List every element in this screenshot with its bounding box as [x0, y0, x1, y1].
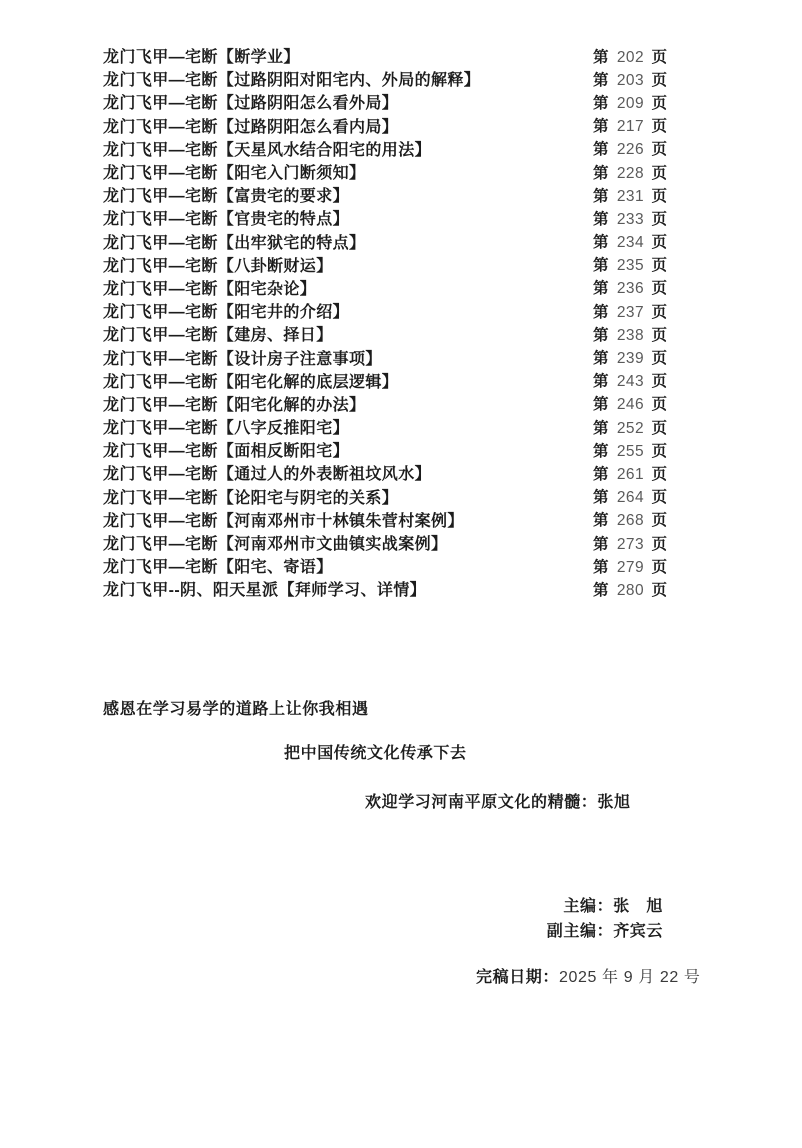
- toc-entry-page: [593, 439, 668, 461]
- toc-entry-page: [593, 369, 668, 391]
- toc-row: [103, 253, 668, 276]
- toc-row: [103, 554, 668, 577]
- page-prefix: 第: [593, 512, 615, 530]
- toc-entry-page: [593, 555, 668, 577]
- toc-row: [103, 485, 668, 508]
- toc-entry-page: [593, 68, 668, 90]
- toc-entry-title: 龙门飞甲—宅断【阳宅化解的办法】: [103, 396, 366, 414]
- toc-entry-page: [593, 346, 668, 368]
- date-label: 完稿日期：: [476, 969, 560, 986]
- page-number: 236: [616, 280, 645, 298]
- page-prefix: 第: [593, 465, 615, 483]
- page-prefix: 第: [593, 396, 615, 414]
- page-suffix: 页: [646, 442, 668, 460]
- page-number: 226: [616, 141, 645, 159]
- toc-row: [103, 392, 668, 415]
- page-prefix: 第: [593, 118, 615, 136]
- page-suffix: 页: [646, 234, 668, 252]
- credits-block: [547, 895, 663, 944]
- page-number: 202: [616, 48, 645, 66]
- toc-row: [103, 230, 668, 253]
- toc-entry-title: 龙门飞甲—宅断【断学业】: [103, 49, 300, 67]
- page-number: 261: [616, 465, 645, 483]
- page-prefix: 第: [593, 535, 615, 553]
- toc-entry-title: 龙门飞甲—宅断【阳宅化解的底层逻辑】: [103, 373, 399, 391]
- toc-row: [103, 44, 668, 67]
- toc-entry-title: 龙门飞甲—宅断【通过人的外表断祖坟风水】: [103, 466, 432, 484]
- page-number: 237: [616, 303, 645, 321]
- page-suffix: 页: [646, 373, 668, 391]
- page-prefix: 第: [593, 326, 615, 344]
- editor-label: 主编：: [563, 898, 614, 915]
- toc-entry-page: [593, 508, 668, 530]
- page-number: 279: [616, 558, 645, 576]
- toc-entry-page: [593, 114, 668, 136]
- page-suffix: 页: [646, 303, 668, 321]
- page-number: 217: [616, 118, 645, 136]
- page-number: 209: [616, 94, 645, 112]
- toc-row: [103, 508, 668, 531]
- page-number: 273: [616, 535, 645, 553]
- page-suffix: 页: [646, 512, 668, 530]
- toc-entry-page: [593, 45, 668, 67]
- page-prefix: 第: [593, 48, 615, 66]
- page-prefix: 第: [593, 187, 615, 205]
- closing-gratitude-line: 感恩在学习易学的道路上让你我相遇: [103, 701, 369, 718]
- toc-entry-page: [593, 253, 668, 275]
- page-prefix: 第: [593, 303, 615, 321]
- toc-row: [103, 276, 668, 299]
- toc-entry-title: 龙门飞甲—宅断【富贵宅的要求】: [103, 188, 350, 206]
- toc-entry-title: 龙门飞甲—宅断【河南邓州市文曲镇实战案例】: [103, 536, 448, 554]
- page-prefix: 第: [593, 350, 615, 368]
- toc-entry-page: [593, 485, 668, 507]
- toc-entry-title: 龙门飞甲—宅断【河南邓州市十林镇朱菅村案例】: [103, 512, 464, 530]
- page-prefix: 第: [593, 94, 615, 112]
- page-prefix: 第: [593, 442, 615, 460]
- page-number: 203: [616, 71, 645, 89]
- page-suffix: 页: [646, 187, 668, 205]
- toc-entry-title: 龙门飞甲—宅断【官贵宅的特点】: [103, 211, 350, 229]
- toc-entry-title: 龙门飞甲—宅断【过路阴阳怎么看内局】: [103, 118, 399, 136]
- toc-row: [103, 114, 668, 137]
- table-of-contents: [103, 44, 668, 601]
- toc-row: [103, 322, 668, 345]
- toc-row: [103, 90, 668, 113]
- closing-heritage-line: 把中国传统文化传承下去: [284, 745, 467, 762]
- page-prefix: 第: [593, 71, 615, 89]
- page-suffix: 页: [646, 535, 668, 553]
- page-prefix: 第: [593, 581, 615, 599]
- toc-entry-title: 龙门飞甲—宅断【出牢狱宅的特点】: [103, 234, 366, 252]
- page-prefix: 第: [593, 257, 615, 275]
- page-suffix: 页: [646, 465, 668, 483]
- toc-entry-title: 龙门飞甲—宅断【设计房子注意事项】: [103, 350, 382, 368]
- toc-row: [103, 183, 668, 206]
- toc-entry-page: [593, 532, 668, 554]
- toc-entry-page: [593, 161, 668, 183]
- page-suffix: 页: [646, 396, 668, 414]
- toc-row: [103, 531, 668, 554]
- page-prefix: 第: [593, 373, 615, 391]
- page-prefix: 第: [593, 558, 615, 576]
- page-suffix: 页: [646, 280, 668, 298]
- toc-entry-title: 龙门飞甲—宅断【八卦断财运】: [103, 257, 333, 275]
- page-suffix: 页: [646, 350, 668, 368]
- toc-entry-page: [593, 392, 668, 414]
- toc-entry-title: 龙门飞甲—宅断【八字反推阳宅】: [103, 420, 350, 438]
- toc-row: [103, 345, 668, 368]
- page-number: 243: [616, 373, 645, 391]
- page-prefix: 第: [593, 419, 615, 437]
- toc-entry-title: 龙门飞甲—宅断【过路阴阳怎么看外局】: [103, 95, 399, 113]
- page-suffix: 页: [646, 48, 668, 66]
- page-suffix: 页: [646, 558, 668, 576]
- page-suffix: 页: [646, 164, 668, 182]
- page-suffix: 页: [646, 94, 668, 112]
- toc-row: [103, 160, 668, 183]
- page-number: 239: [616, 350, 645, 368]
- toc-row: [103, 137, 668, 160]
- toc-entry-page: [593, 276, 668, 298]
- toc-row: [103, 438, 668, 461]
- page-number: 228: [616, 164, 645, 182]
- toc-entry-page: [593, 137, 668, 159]
- page-suffix: 页: [646, 257, 668, 275]
- toc-row: [103, 461, 668, 484]
- page-number: 246: [616, 396, 645, 414]
- toc-entry-page: [593, 207, 668, 229]
- page-prefix: 第: [593, 280, 615, 298]
- deputy-editor-label: 副主编：: [546, 922, 614, 940]
- editor-line: [547, 895, 663, 920]
- toc-entry-page: [593, 323, 668, 345]
- toc-entry-title: 龙门飞甲—宅断【过路阴阳对阳宅内、外局的解释】: [103, 72, 481, 90]
- page-number: 252: [616, 419, 645, 437]
- page-number: 235: [616, 257, 645, 275]
- toc-entry-title: 龙门飞甲—宅断【阳宅杂论】: [103, 280, 317, 298]
- page-number: 264: [616, 489, 645, 507]
- toc-entry-title: 龙门飞甲—宅断【论阳宅与阴宅的关系】: [103, 489, 399, 507]
- page-suffix: 页: [646, 118, 668, 136]
- page-suffix: 页: [646, 141, 668, 159]
- toc-entry-page: [593, 184, 668, 206]
- toc-row: [103, 415, 668, 438]
- date-value: 2025 年 9 月 22 号: [559, 969, 701, 986]
- toc-entry-title: 龙门飞甲—宅断【阳宅入门断须知】: [103, 165, 366, 183]
- toc-row: [103, 206, 668, 229]
- toc-entry-page: [593, 230, 668, 252]
- page-suffix: 页: [646, 419, 668, 437]
- toc-entry-title: 龙门飞甲—宅断【天星风水结合阳宅的用法】: [103, 141, 432, 159]
- editor-name: 张 旭: [613, 898, 663, 915]
- page-suffix: 页: [646, 581, 668, 599]
- page-prefix: 第: [593, 489, 615, 507]
- toc-entry-page: [593, 416, 668, 438]
- toc-entry-title: 龙门飞甲—宅断【建房、择日】: [103, 327, 333, 345]
- deputy-editor-name: 齐宾云: [613, 922, 663, 940]
- toc-entry-title: 龙门飞甲—宅断【阳宅井的介绍】: [103, 304, 350, 322]
- toc-row: [103, 577, 668, 600]
- page-number: 234: [616, 234, 645, 252]
- toc-entry-title: 龙门飞甲—宅断【阳宅、寄语】: [103, 559, 333, 577]
- page-suffix: 页: [646, 71, 668, 89]
- page-number: 268: [616, 512, 645, 530]
- toc-entry-page: [593, 300, 668, 322]
- page-suffix: 页: [646, 210, 668, 228]
- toc-entry-page: [593, 578, 668, 600]
- toc-row: [103, 369, 668, 392]
- page-prefix: 第: [593, 141, 615, 159]
- toc-row: [103, 67, 668, 90]
- toc-entry-title: 龙门飞甲--阴、阳天星派【拜师学习、详情】: [103, 582, 427, 600]
- page-number: 255: [616, 442, 645, 460]
- closing-welcome-line: 欢迎学习河南平原文化的精髓：张旭: [365, 794, 631, 811]
- toc-entry-page: [593, 462, 668, 484]
- page-number: 231: [616, 187, 645, 205]
- completion-date-line: [476, 964, 701, 987]
- deputy-editor-line: [547, 920, 663, 945]
- toc-entry-title: 龙门飞甲—宅断【面相反断阳宅】: [103, 443, 350, 461]
- page-number: 233: [616, 210, 645, 228]
- page-suffix: 页: [646, 489, 668, 507]
- toc-row: [103, 299, 668, 322]
- page-number: 280: [616, 581, 645, 599]
- page-prefix: 第: [593, 210, 615, 228]
- toc-entry-page: [593, 91, 668, 113]
- page-suffix: 页: [646, 326, 668, 344]
- page-number: 238: [616, 326, 645, 344]
- page-prefix: 第: [593, 164, 615, 182]
- page-prefix: 第: [593, 234, 615, 252]
